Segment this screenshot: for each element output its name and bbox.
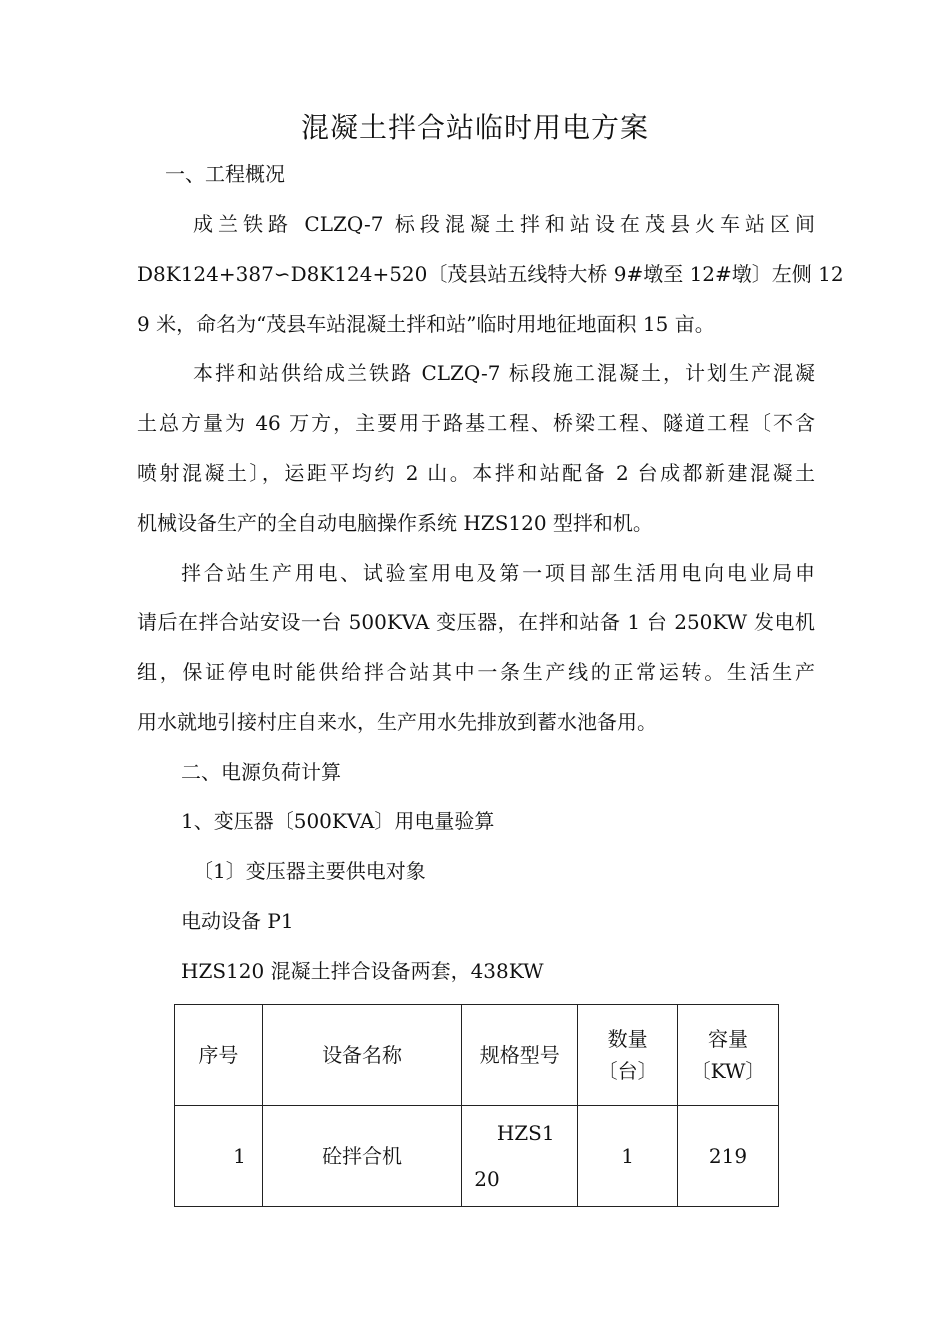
cell-model (462, 1106, 578, 1207)
paragraph-2-line-4: 机械设备生产的全自动电脑操作系统 HZS120 型拌和机。 (137, 511, 653, 535)
header-qty-label: 数量 (607, 1027, 648, 1051)
table-header-row (175, 1005, 779, 1106)
paragraph-1-line-1: 成兰铁路 CLZQ-7 标段混凝土拌和站设在茂县火车站区间 (193, 212, 815, 236)
section-heading-power-load: 二、电源负荷计算 (181, 760, 341, 784)
section-heading-overview: 一、工程概况 (165, 162, 285, 186)
header-name: 设备名称 (262, 1005, 461, 1106)
paragraph-3-line-2: 请后在拌合站安设一台 500KVA 变压器，在拌和站备 1 台 250KW 发电机 (137, 610, 815, 634)
paragraph-1-line-2: D8K124+387∽D8K124+520〔茂县站五线特大桥 9#墩至 12#墩〕左侧 12 (137, 262, 844, 286)
header-model: 规格型号 (462, 1005, 578, 1106)
cell-model-line-1: HZS1 (496, 1121, 555, 1145)
header-capacity (678, 1005, 779, 1106)
equipment-table (174, 1004, 779, 1207)
paragraph-2-line-2: 土总方量为 46 万方，主要用于路基工程、桥梁工程、隧道工程〔不含 (137, 411, 815, 435)
document-title: 混凝土拌合站临时用电方案 (300, 111, 649, 144)
paragraph-2-line-3: 喷射混凝土〕，运距平均约 2 山。本拌和站配备 2 台成都新建混凝土 (137, 461, 815, 485)
line-hzs120-equipment: HZS120 混凝土拌合设备两套，438KW (181, 959, 544, 983)
header-qty-unit: 〔台〕 (597, 1059, 658, 1083)
cell-qty: 1 (578, 1106, 678, 1207)
table-row (175, 1106, 779, 1207)
cell-model-line-2: 20 (474, 1167, 500, 1191)
cell-name: 砼拌合机 (262, 1106, 461, 1207)
paragraph-3-line-1: 拌合站生产用电、试验室用电及第一项目部生活用电向电业局申 (181, 561, 815, 585)
paragraph-2-line-1: 本拌和站供给成兰铁路 CLZQ-7 标段施工混凝土，计划生产混凝 (193, 361, 815, 385)
paragraph-3-line-4: 用水就地引接村庄自来水，生产用水先排放到蓄水池备用。 (137, 710, 657, 734)
header-capacity-label: 容量 (708, 1027, 749, 1051)
subheading-transformer-check: 1、变压器〔500KVA〕用电量验算 (181, 809, 495, 833)
paragraph-3-line-3: 组，保证停电时能供给拌合站其中一条生产线的正常运转。生活生产 (137, 660, 815, 684)
header-capacity-unit: 〔KW〕 (690, 1059, 766, 1083)
header-qty (578, 1005, 678, 1106)
cell-capacity: 219 (678, 1106, 779, 1207)
cell-no: 1 (175, 1106, 263, 1207)
header-no: 序号 (175, 1005, 263, 1106)
paragraph-1-line-3: 9 米，命名为“茂县车站混凝土拌和站”临时用地征地面积 15 亩。 (137, 312, 715, 336)
line-electric-equipment: 电动设备 P1 (181, 909, 294, 933)
subheading-supply-targets: 〔1〕变压器主要供电对象 (193, 859, 426, 883)
